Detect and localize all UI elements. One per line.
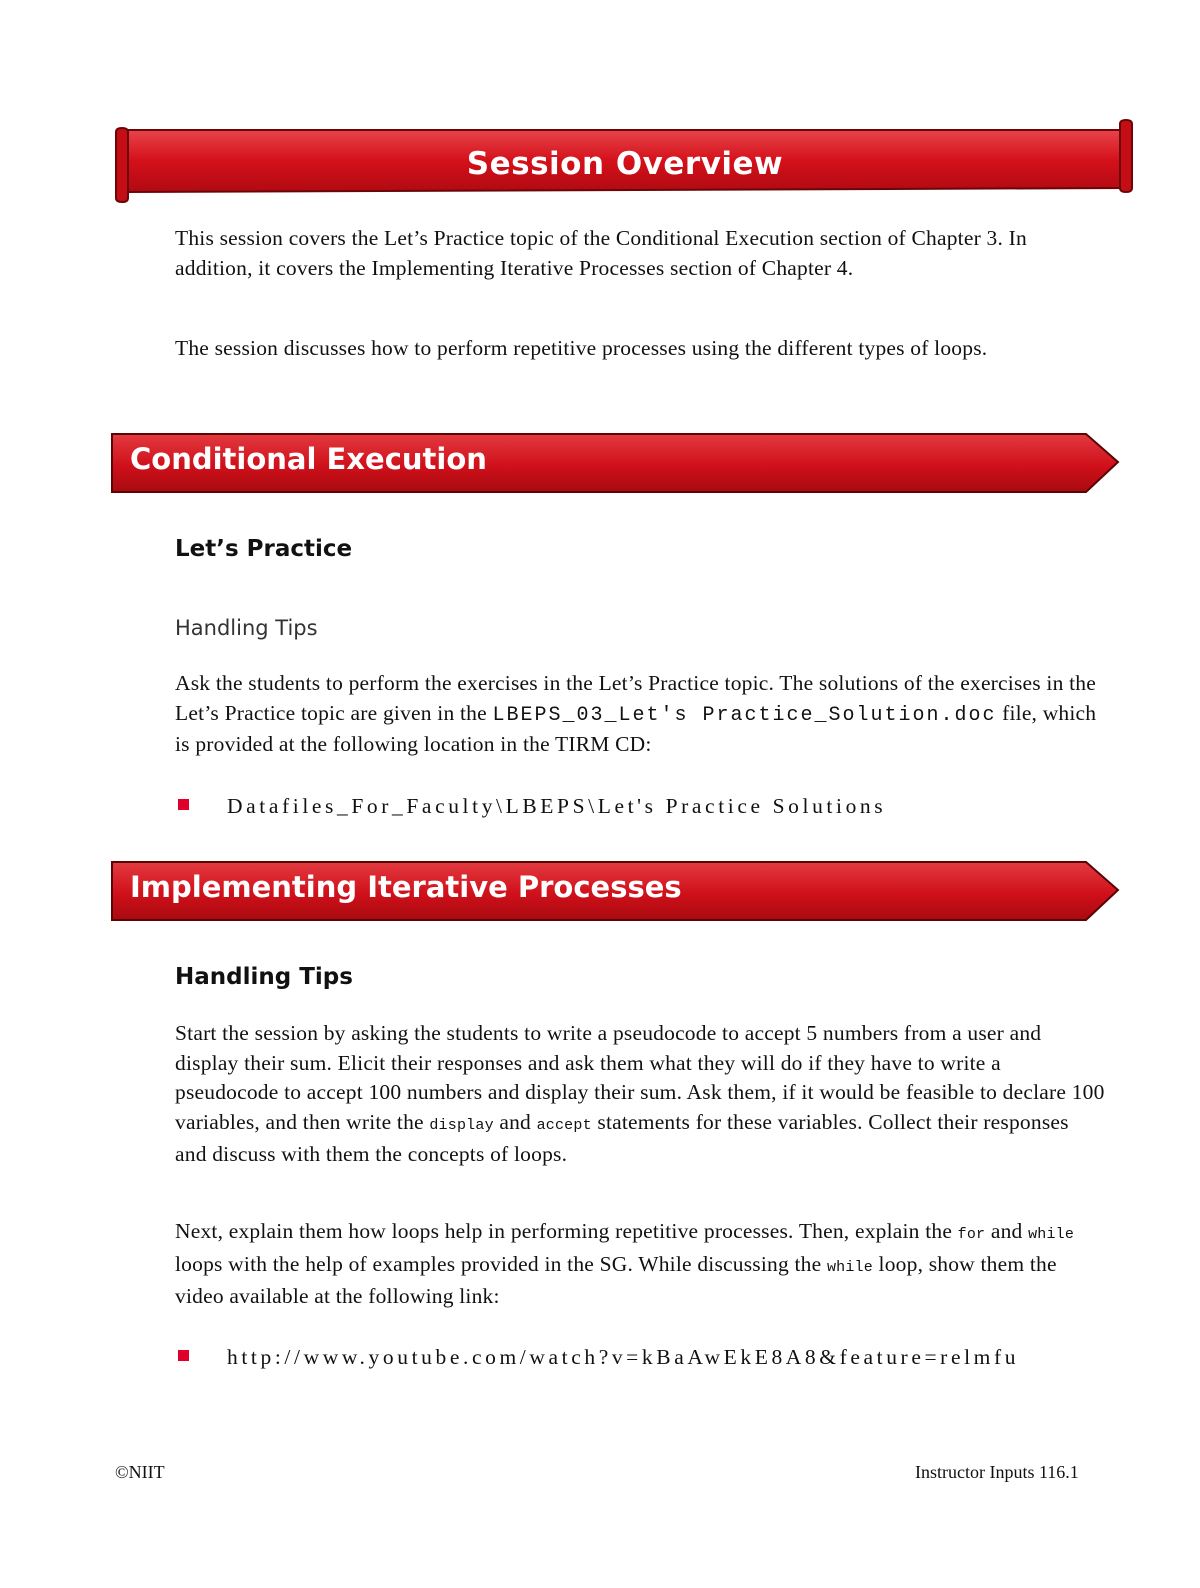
handling-tips-heading: Handling Tips	[175, 964, 353, 990]
overview-paragraph-2: The session discusses how to perform repetitive processes using the different types of loops.	[175, 336, 988, 360]
handling-tips-label: Handling Tips	[175, 616, 318, 640]
conditional-execution-banner	[110, 432, 1122, 496]
conditional-paragraph: Ask the students to perform the exercises in the Let’s Practice topic. The solutions of the exercises in the Let’s Practice topic are given in the LBEPS_03_Let's Practice_Solution.doc file, which is provided at the following location in the TIRM CD:	[175, 671, 1097, 756]
solution-filename: LBEPS_03_Let's Practice_Solution.doc	[492, 703, 997, 727]
square-bullet-icon	[178, 1350, 189, 1361]
code-while: while	[1028, 1226, 1075, 1243]
square-bullet-icon	[178, 799, 189, 810]
code-while: while	[826, 1258, 873, 1276]
overview-paragraph-1: This session covers the Let’s Practice topic of the Conditional Execution section of Chapter 3. In addition, it covers the Implementing Iterative Processes section of Chapter 4.	[175, 226, 1027, 280]
faculty-datafiles-path: Datafiles_For_Faculty\LBEPS\Let's Practice Solutions	[227, 794, 887, 818]
iterative-paragraph-1: Start the session by asking the students to write a pseudocode to accept 5 numbers from a user and display their sum. Elicit their responses and ask them what they will do if they have to write a pseudocode to accept 100 numbers and display their sum. Ask them, if it would be feasible to declare 100 variables, and then write the display and accept statements for these variables. Collect their responses and discuss with them the concepts of loops.	[175, 1021, 1105, 1166]
code-accept: accept	[536, 1116, 592, 1134]
code-display: display	[429, 1116, 494, 1134]
section-title-conditional: Conditional Execution	[130, 442, 487, 476]
page-title: Session Overview	[466, 146, 784, 182]
iterative-processes-banner	[110, 860, 1122, 924]
iterative-paragraph-2: Next, explain them how loops help in performing repetitive processes. Then, explain the for and while loops with the help of examples provided in the SG. While discussing the while loop, show them the video available at the following link:	[175, 1219, 1075, 1308]
footer-page-number: Instructor Inputs 116.1	[915, 1462, 1079, 1482]
lets-practice-heading: Let’s Practice	[175, 536, 353, 562]
video-link[interactable]: http://www.youtube.com/watch?v=kBaAwEkE8A8&feature=relmfu	[227, 1345, 1020, 1369]
footer-copyright: ©NIIT	[115, 1462, 165, 1482]
section-title-iterative: Implementing Iterative Processes	[130, 870, 682, 904]
code-for: for	[957, 1226, 986, 1243]
session-overview-banner	[112, 118, 1138, 208]
